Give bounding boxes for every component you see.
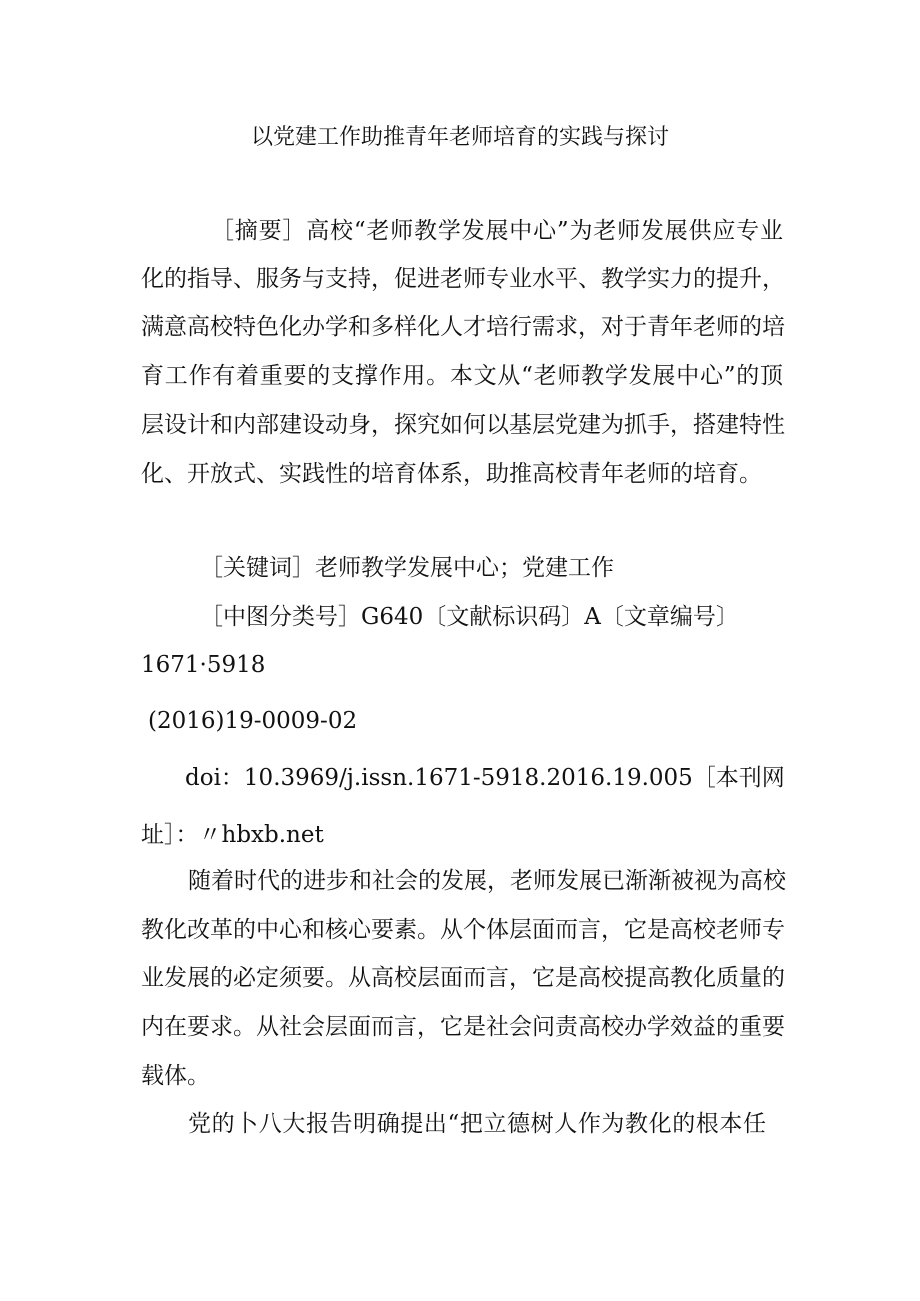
body-p1-line-5: 载体。 bbox=[141, 1063, 210, 1089]
abstract-line-4: 育工作有着重要的支撑作用。本文从“老师教学发展中心”的顶 bbox=[141, 363, 783, 389]
body-p1-line-2: 教化改革的中心和核心要素。从个体层面而言，它是高校老师专 bbox=[141, 917, 785, 943]
website-line: 址］：〃hbxb.net bbox=[141, 822, 324, 848]
classification-line: ［中图分类号］G640〔文献标识码〕A〔文章编号〕 bbox=[200, 604, 739, 630]
body-p2-line-1: 党的卜八大报告明确提出“把立德树人作为教化的根本任 bbox=[188, 1111, 766, 1137]
keywords-line: ［关键词］老师教学发展中心；党建工作 bbox=[200, 555, 614, 581]
abstract-line-3: 满意高校特色化办学和多样化人才培行需求，对于青年老师的培 bbox=[141, 314, 785, 340]
issue-line: (2016)19-0009-02 bbox=[148, 708, 358, 734]
body-p1-line-3: 业发展的必定须要。从高校层面而言，它是高校提高教化质量的 bbox=[141, 965, 785, 991]
abstract-line-5: 层设计和内部建设动身，探究如何以基层党建为抓手，搭建特性 bbox=[141, 412, 785, 438]
document-title: 以党建工作助推青年老师培育的实践与探讨 bbox=[250, 125, 669, 150]
abstract-line-1: ［摘要］高校“老师教学发展中心”为老师发展供应专业 bbox=[211, 218, 783, 244]
abstract-line-2: 化的指导、服务与支持，促进老师专业水平、教学实力的提升， bbox=[141, 266, 785, 292]
doi-line: doi：10.3969/j.issn.1671-5918.2016.19.005［本刊网 bbox=[185, 765, 785, 791]
body-p1-line-1: 随着时代的进步和社会的发展，老师发展已渐渐被视为高校 bbox=[188, 868, 786, 894]
abstract-line-6: 化、开放式、实践性的培育体系，助推高校青年老师的培育。 bbox=[141, 461, 762, 487]
body-p1-line-4: 内在要求。从社会层面而言，它是社会问责高校办学效益的重要 bbox=[141, 1014, 785, 1040]
issn-line: 1671·5918 bbox=[141, 652, 266, 678]
